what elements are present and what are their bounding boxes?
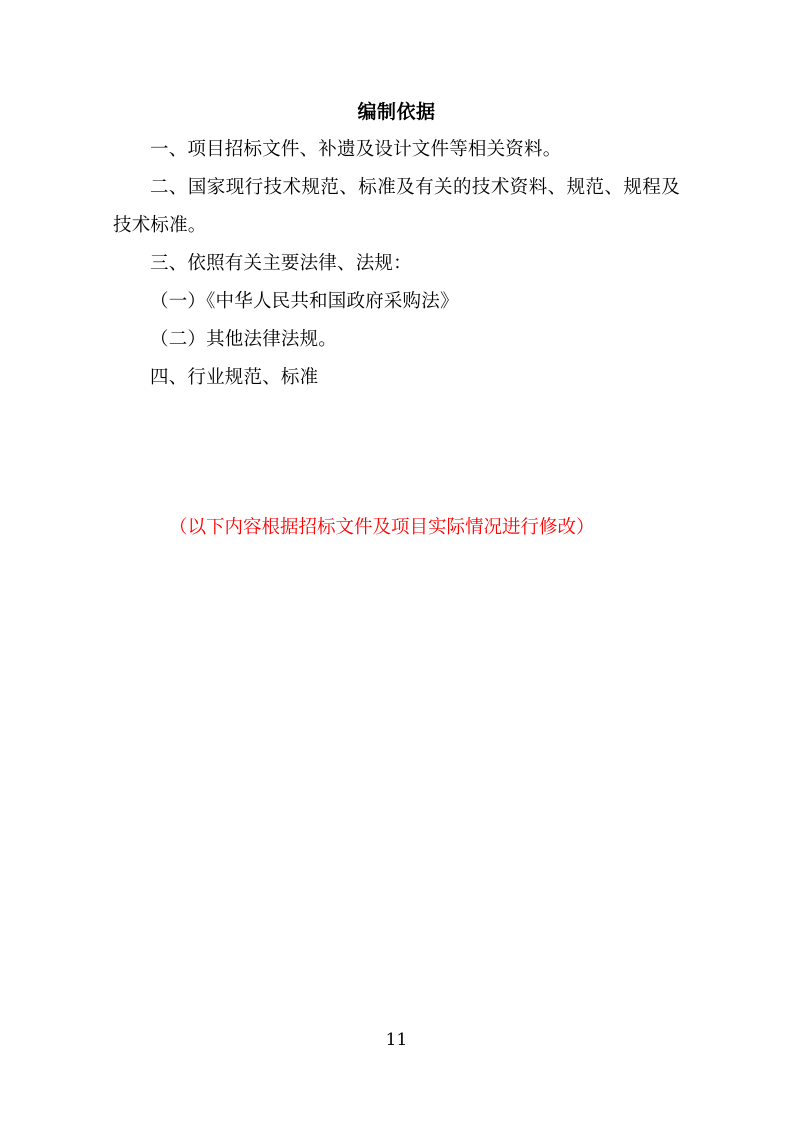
paragraph-4: （一）《中华人民共和国政府采购法》 <box>150 291 459 312</box>
paragraph-5: （二）其他法律法规。 <box>150 329 338 350</box>
paragraph-6: 四、行业规范、标准 <box>150 367 319 388</box>
document-body <box>113 95 680 547</box>
paragraph-3: 三、依照有关主要法律、法规： <box>150 253 412 274</box>
page-number: 11 <box>385 1030 408 1050</box>
editorial-note: （以下内容根据招标文件及项目实际情况进行修改） <box>169 517 595 538</box>
paragraph-2: 二、国家现行技术规范、标准及有关的技术资料、规范、规程及技术标准。 <box>113 177 680 236</box>
paragraph-1: 一、项目招标文件、补遗及设计文件等相关资料。 <box>150 139 562 160</box>
vertical-spacer <box>113 397 680 509</box>
page-title: 编制依据 <box>357 101 436 123</box>
